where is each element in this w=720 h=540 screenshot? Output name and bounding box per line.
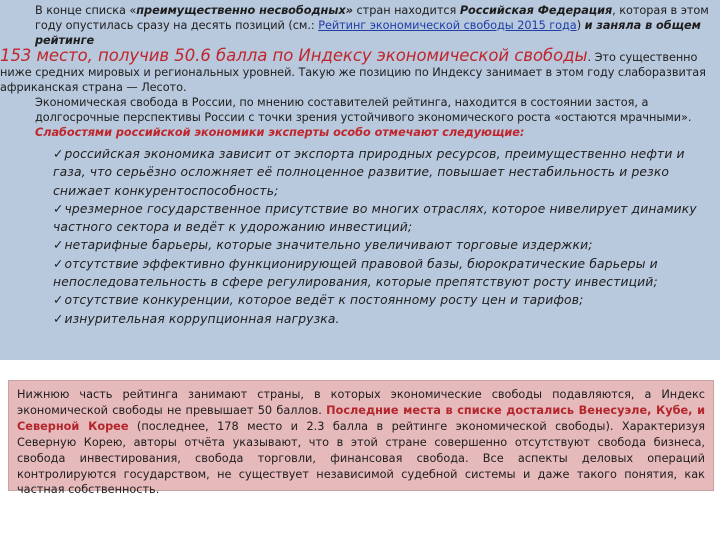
list-item-text: отсутствие конкуренции, которое ведёт к постоянному росту цен и тарифов; bbox=[64, 293, 584, 308]
text-span: преимущественно несвободных» bbox=[136, 4, 353, 17]
check-icon: ✓ bbox=[53, 293, 64, 308]
list-item-text: отсутствие эффективно функционирующей правовой базы, бюрократические барьеры и непоследовательность в сфере регулирования, которые препятствуют росту инвестиций; bbox=[53, 256, 658, 290]
weaknesses-heading: Слабостями российской экономики эксперты особо отмечают следующие: bbox=[35, 126, 525, 139]
list-item bbox=[53, 310, 715, 328]
text-span: ) bbox=[576, 19, 585, 32]
bottom-note-box bbox=[8, 380, 714, 497]
intro-paragraph-1-cont bbox=[0, 48, 713, 95]
check-icon: ✓ bbox=[53, 201, 64, 216]
list-item-text: российская экономика зависит от экспорта природных ресурсов, преимущественно нефти и газа, что серьёзно осложняет её полноценное развитие, повышает нестабильность и резко снижает конкурентоспособность; bbox=[53, 147, 685, 198]
text-span: В конце списка « bbox=[35, 4, 137, 17]
list-item bbox=[53, 291, 715, 309]
text-span: Нижнюю часть рейтинга занимают страны, в которых экономические свободы подавляются, а Индекс экономической свободы не превышает 50 баллов. bbox=[17, 388, 705, 417]
text-span: . Это существенно ниже средних мировых и региональных уровней. Такую же позицию по Индексу занимает в этом году слаборазвитая африканская страна — Лесото. bbox=[0, 51, 706, 94]
check-icon: ✓ bbox=[53, 147, 64, 161]
intro-paragraph-1 bbox=[9, 3, 713, 48]
text-span: стран находится bbox=[352, 4, 460, 17]
list-item-text: нетарифные барьеры, которые значительно увеличивают торговые издержки; bbox=[64, 238, 593, 253]
text-span: , которая в этом году опустилась сразу на десять позиций (см.: bbox=[35, 4, 709, 32]
check-icon: ✓ bbox=[53, 311, 64, 326]
list-item-text: изнурительная коррупционная нагрузка. bbox=[64, 311, 340, 326]
list-item-text: чрезмерное государственное присутствие во многих отраслях, которое нивелирует динамику частного сектора и ведёт к удорожанию инвестиций; bbox=[53, 201, 697, 235]
text-span: и заняла в общем рейтинге bbox=[35, 19, 701, 47]
text-span: (последнее, 178 место и 2.3 балла в рейтинге экономической свободы). Характеризуя Северную Корею, авторы отчёта указывают, что в этой стране совершенно отсутствуют свобода бизнеса, свобода инвестирования, свобода торговли, финансовая свобода. Все аспекты деловых операций контролируются государством, не существует независимой судебной системы и даже такого понятия, как частная собственность. bbox=[17, 419, 705, 497]
rank-highlight: 153 место, получив 50.6 балла по Индексу экономической свободы bbox=[0, 46, 588, 65]
intro-paragraph-2: Экономическая свобода в России, по мнению составителей рейтинга, находится в состоянии застоя, а долгосрочные перспективы России с точки зрения устойчивого экономического роста «остаются мрачными». bbox=[35, 96, 692, 124]
weaknesses-list bbox=[53, 145, 715, 328]
list-item bbox=[53, 200, 715, 237]
intro-text bbox=[0, 3, 713, 140]
check-icon: ✓ bbox=[53, 256, 64, 271]
russia-label: Российская Федерация bbox=[459, 4, 613, 17]
check-icon: ✓ bbox=[53, 238, 64, 253]
last-places-highlight: Последние места в списке достались Венесуэле, Кубе, и Северной Корее bbox=[17, 403, 705, 433]
list-item bbox=[53, 255, 715, 292]
rating-2015-link[interactable]: Рейтинг экономической свободы 2015 года bbox=[318, 19, 577, 32]
list-item bbox=[53, 236, 715, 254]
list-item bbox=[53, 145, 715, 200]
